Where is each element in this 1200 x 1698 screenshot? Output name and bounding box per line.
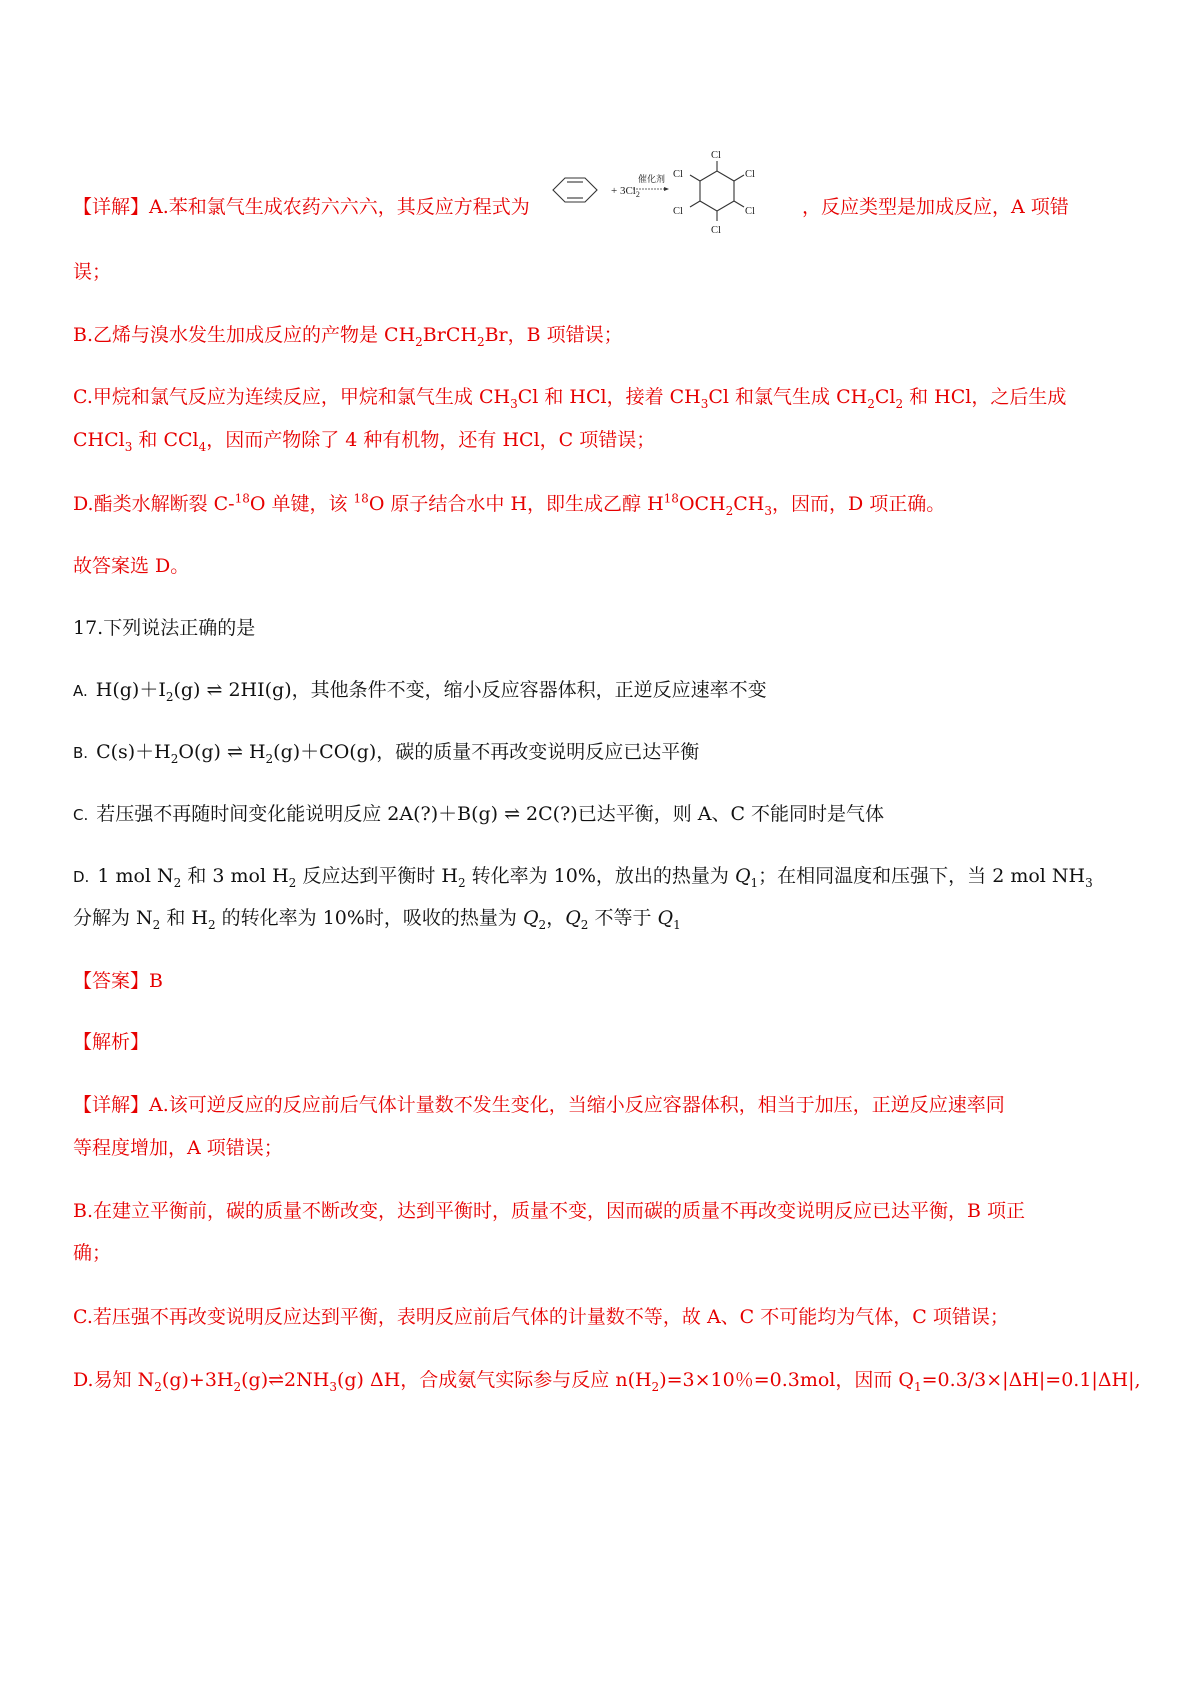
- explain-d-line: [73, 1366, 1140, 1394]
- text-run: Q: [734, 865, 751, 887]
- subscript: 2: [457, 875, 466, 890]
- subscript: 2: [867, 396, 875, 411]
- explain-b-line-1: [73, 1197, 1140, 1225]
- text-run: =0.3/3×|ΔH|=0.1|ΔH|,: [921, 1369, 1141, 1391]
- product-ring: [690, 161, 744, 221]
- explain-a-line-2: [73, 1134, 1140, 1162]
- text-run: Cl 和 HCl，接着 CH: [517, 386, 701, 408]
- text-run: 误；: [73, 261, 112, 283]
- text-run: 【详解】A.该可逆反应的反应前后气体计量数不发生变化，当缩小反应容器体积，相当于加压，正逆反应速率同: [73, 1094, 1005, 1116]
- detail-b-line: [73, 321, 1140, 349]
- subscript: 3: [700, 396, 709, 411]
- text-run: Q: [565, 907, 581, 929]
- subscript: 2: [476, 334, 485, 349]
- text-run: O(g) ⇌ H: [178, 741, 266, 763]
- subscript: 3: [764, 503, 773, 518]
- text-run: O 原子结合水中 H，即生成乙醇 H: [368, 493, 664, 515]
- q17-stem: [73, 614, 1140, 642]
- text-run: 若压强不再随时间变化能说明反应 2A(?)＋B(g) ⇌ 2C(?)已达平衡，则 A、C 不能同时是气体: [96, 803, 885, 825]
- q17-option-d-line-1: [73, 862, 1140, 891]
- text-run: Q: [657, 907, 674, 929]
- subscript: 2: [170, 751, 179, 766]
- cl-bottom: Cl: [711, 225, 721, 236]
- text-run: 不等于: [588, 907, 658, 929]
- reaction-scheme: [545, 145, 800, 245]
- text-run: CHCl: [73, 429, 125, 451]
- text-run: H(g)＋I: [95, 679, 166, 701]
- cl-upper-left: Cl: [673, 169, 683, 180]
- text-run: BrCH: [422, 324, 477, 346]
- text-run: C.若压强不再改变说明反应达到平衡，表明反应前后气体的计量数不等，故 A、C 不可能均为气体，C 项错误；: [73, 1306, 1009, 1328]
- q17-option-b: [73, 738, 1140, 767]
- subscript: 2: [152, 917, 161, 932]
- text-run: Br，B 项错误；: [484, 324, 623, 346]
- q17-option-a: [73, 676, 1140, 705]
- cl-lower-left: Cl: [673, 206, 683, 217]
- text-run: 1 mol N: [97, 865, 174, 887]
- text-run: 等程度增加，A 项错误；: [73, 1137, 283, 1159]
- text-run: 反应达到平衡时 H: [296, 865, 458, 887]
- text-run: 分解为 N: [73, 907, 153, 929]
- text-run: 和 HCl，之后生成: [903, 386, 1067, 408]
- subscript: 3: [510, 396, 518, 411]
- text-run: C.甲烷和氯气反应为连续反应，甲烷和氯气生成 CH: [73, 386, 511, 408]
- analysis-heading: [73, 1028, 1140, 1056]
- subscript: 2: [233, 1379, 242, 1394]
- svg-text:+ 3Cl2: [611, 185, 640, 199]
- cl-upper-right: Cl: [745, 169, 755, 180]
- detail-a-tail: [802, 193, 1140, 221]
- text-run: B.乙烯与溴水发生加成反应的产物是 CH: [73, 324, 416, 346]
- q17-option-c: [73, 800, 1140, 829]
- text-run: 和 CCl: [132, 429, 199, 451]
- subscript: 4: [198, 439, 207, 454]
- detail-c-line-1: [73, 383, 1140, 411]
- reagent-text: + 3Cl: [611, 185, 636, 197]
- subscript: 2: [154, 1379, 162, 1394]
- detail-c-line-2: [73, 426, 1140, 454]
- subscript: 2: [165, 689, 174, 704]
- text-run: ，因而产物除了 4 种有机物，还有 HCl，C 项错误；: [206, 429, 656, 451]
- text-run: O 单键，该: [249, 493, 354, 515]
- text-run: OCH: [678, 493, 726, 515]
- text-run: Cl 和氯气生成 CH: [708, 386, 868, 408]
- text-run: C(s)＋H: [96, 741, 171, 763]
- text-run: D.: [73, 868, 90, 886]
- subscript: 1: [750, 875, 759, 890]
- subscript: 2: [538, 917, 547, 932]
- benzene-structure: [553, 178, 597, 202]
- subscript: 1: [673, 917, 681, 932]
- text-run: (g) ⇌ 2HI(g)，其他条件不变，缩小反应容器体积，正逆反应速率不变: [173, 679, 767, 701]
- explain-a-line-1: [73, 1091, 1140, 1119]
- text-run: ，: [546, 907, 566, 929]
- text-run: 故答案选 D。: [73, 555, 190, 577]
- text-run: 【解析】: [73, 1031, 150, 1053]
- text-run: B.在建立平衡前，碳的质量不断改变，达到平衡时，质量不变，因而碳的质量不再改变说明反应已达平衡，B 项正: [73, 1200, 1026, 1222]
- reagent-sub: 2: [635, 190, 640, 199]
- text-run: D.酯类水解断裂 C-: [73, 493, 235, 515]
- text-run: 【答案】B: [73, 970, 163, 992]
- subscript: 2: [265, 751, 274, 766]
- q17-option-d-line-2: [73, 904, 1140, 932]
- text-run: B.: [73, 744, 89, 762]
- final-answer-line: [73, 552, 1140, 580]
- text-run: 的转化率为 10%时，吸收的热量为: [215, 907, 523, 929]
- answer-line: [73, 967, 1140, 995]
- text-run: A.: [73, 682, 88, 700]
- detail-a-wrap: [73, 258, 1140, 286]
- text-run: 17.下列说法正确的是: [73, 617, 256, 639]
- superscript: 18: [663, 491, 679, 506]
- text-run: (g)＋CO(g)，碳的质量不再改变说明反应已达平衡: [273, 741, 700, 763]
- text-run: (g)⇌2NH: [241, 1369, 330, 1391]
- subscript: 2: [651, 1379, 660, 1394]
- text-run: C.: [73, 806, 89, 824]
- cl-lower-right: Cl: [745, 206, 755, 217]
- text-run: (g)+3H: [161, 1369, 234, 1391]
- text-run: ，反应类型是加成反应，A 项错: [802, 196, 1069, 218]
- text-run: ；在相同温度和压强下，当 2 mol NH: [758, 865, 1086, 887]
- text-run: Cl: [874, 386, 896, 408]
- text-run: D.易知 N: [73, 1369, 155, 1391]
- subscript: 2: [895, 396, 904, 411]
- text-run: )=3×10％=0.3mol，因而 Q: [659, 1369, 914, 1391]
- detail-d-line: [73, 490, 1140, 518]
- explain-c-line: [73, 1303, 1140, 1331]
- superscript: 18: [234, 491, 250, 506]
- subscript: 2: [415, 334, 423, 349]
- subscript: 2: [173, 875, 182, 890]
- subscript: 3: [1085, 875, 1093, 890]
- superscript: 18: [353, 491, 369, 506]
- text-run: ，因而，D 项正确。: [772, 493, 946, 515]
- cl-top: Cl: [711, 150, 721, 161]
- text-run: 转化率为 10%，放出的热量为: [465, 865, 735, 887]
- text-run: 和 H: [160, 907, 208, 929]
- detail-tag: 【详解】: [73, 196, 150, 218]
- subscript: 2: [580, 917, 589, 932]
- subscript: 1: [914, 1379, 922, 1394]
- subscript: 2: [288, 875, 297, 890]
- subscript: 2: [725, 503, 734, 518]
- detail-a-text: A.苯和氯气生成农药六六六，其反应方程式为: [149, 196, 530, 218]
- subscript: 2: [207, 917, 216, 932]
- subscript: 3: [329, 1379, 337, 1394]
- text-run: Q: [522, 907, 539, 929]
- subscript: 3: [124, 439, 133, 454]
- text-run: 和 3 mol H: [181, 865, 289, 887]
- text-run: 确；: [73, 1242, 112, 1264]
- explain-b-line-2: [73, 1239, 1140, 1267]
- catalyst-label: 催化剂: [638, 174, 666, 184]
- text-run: CH: [733, 493, 765, 515]
- text-run: (g) ΔH，合成氨气实际参与反应 n(H: [336, 1369, 652, 1391]
